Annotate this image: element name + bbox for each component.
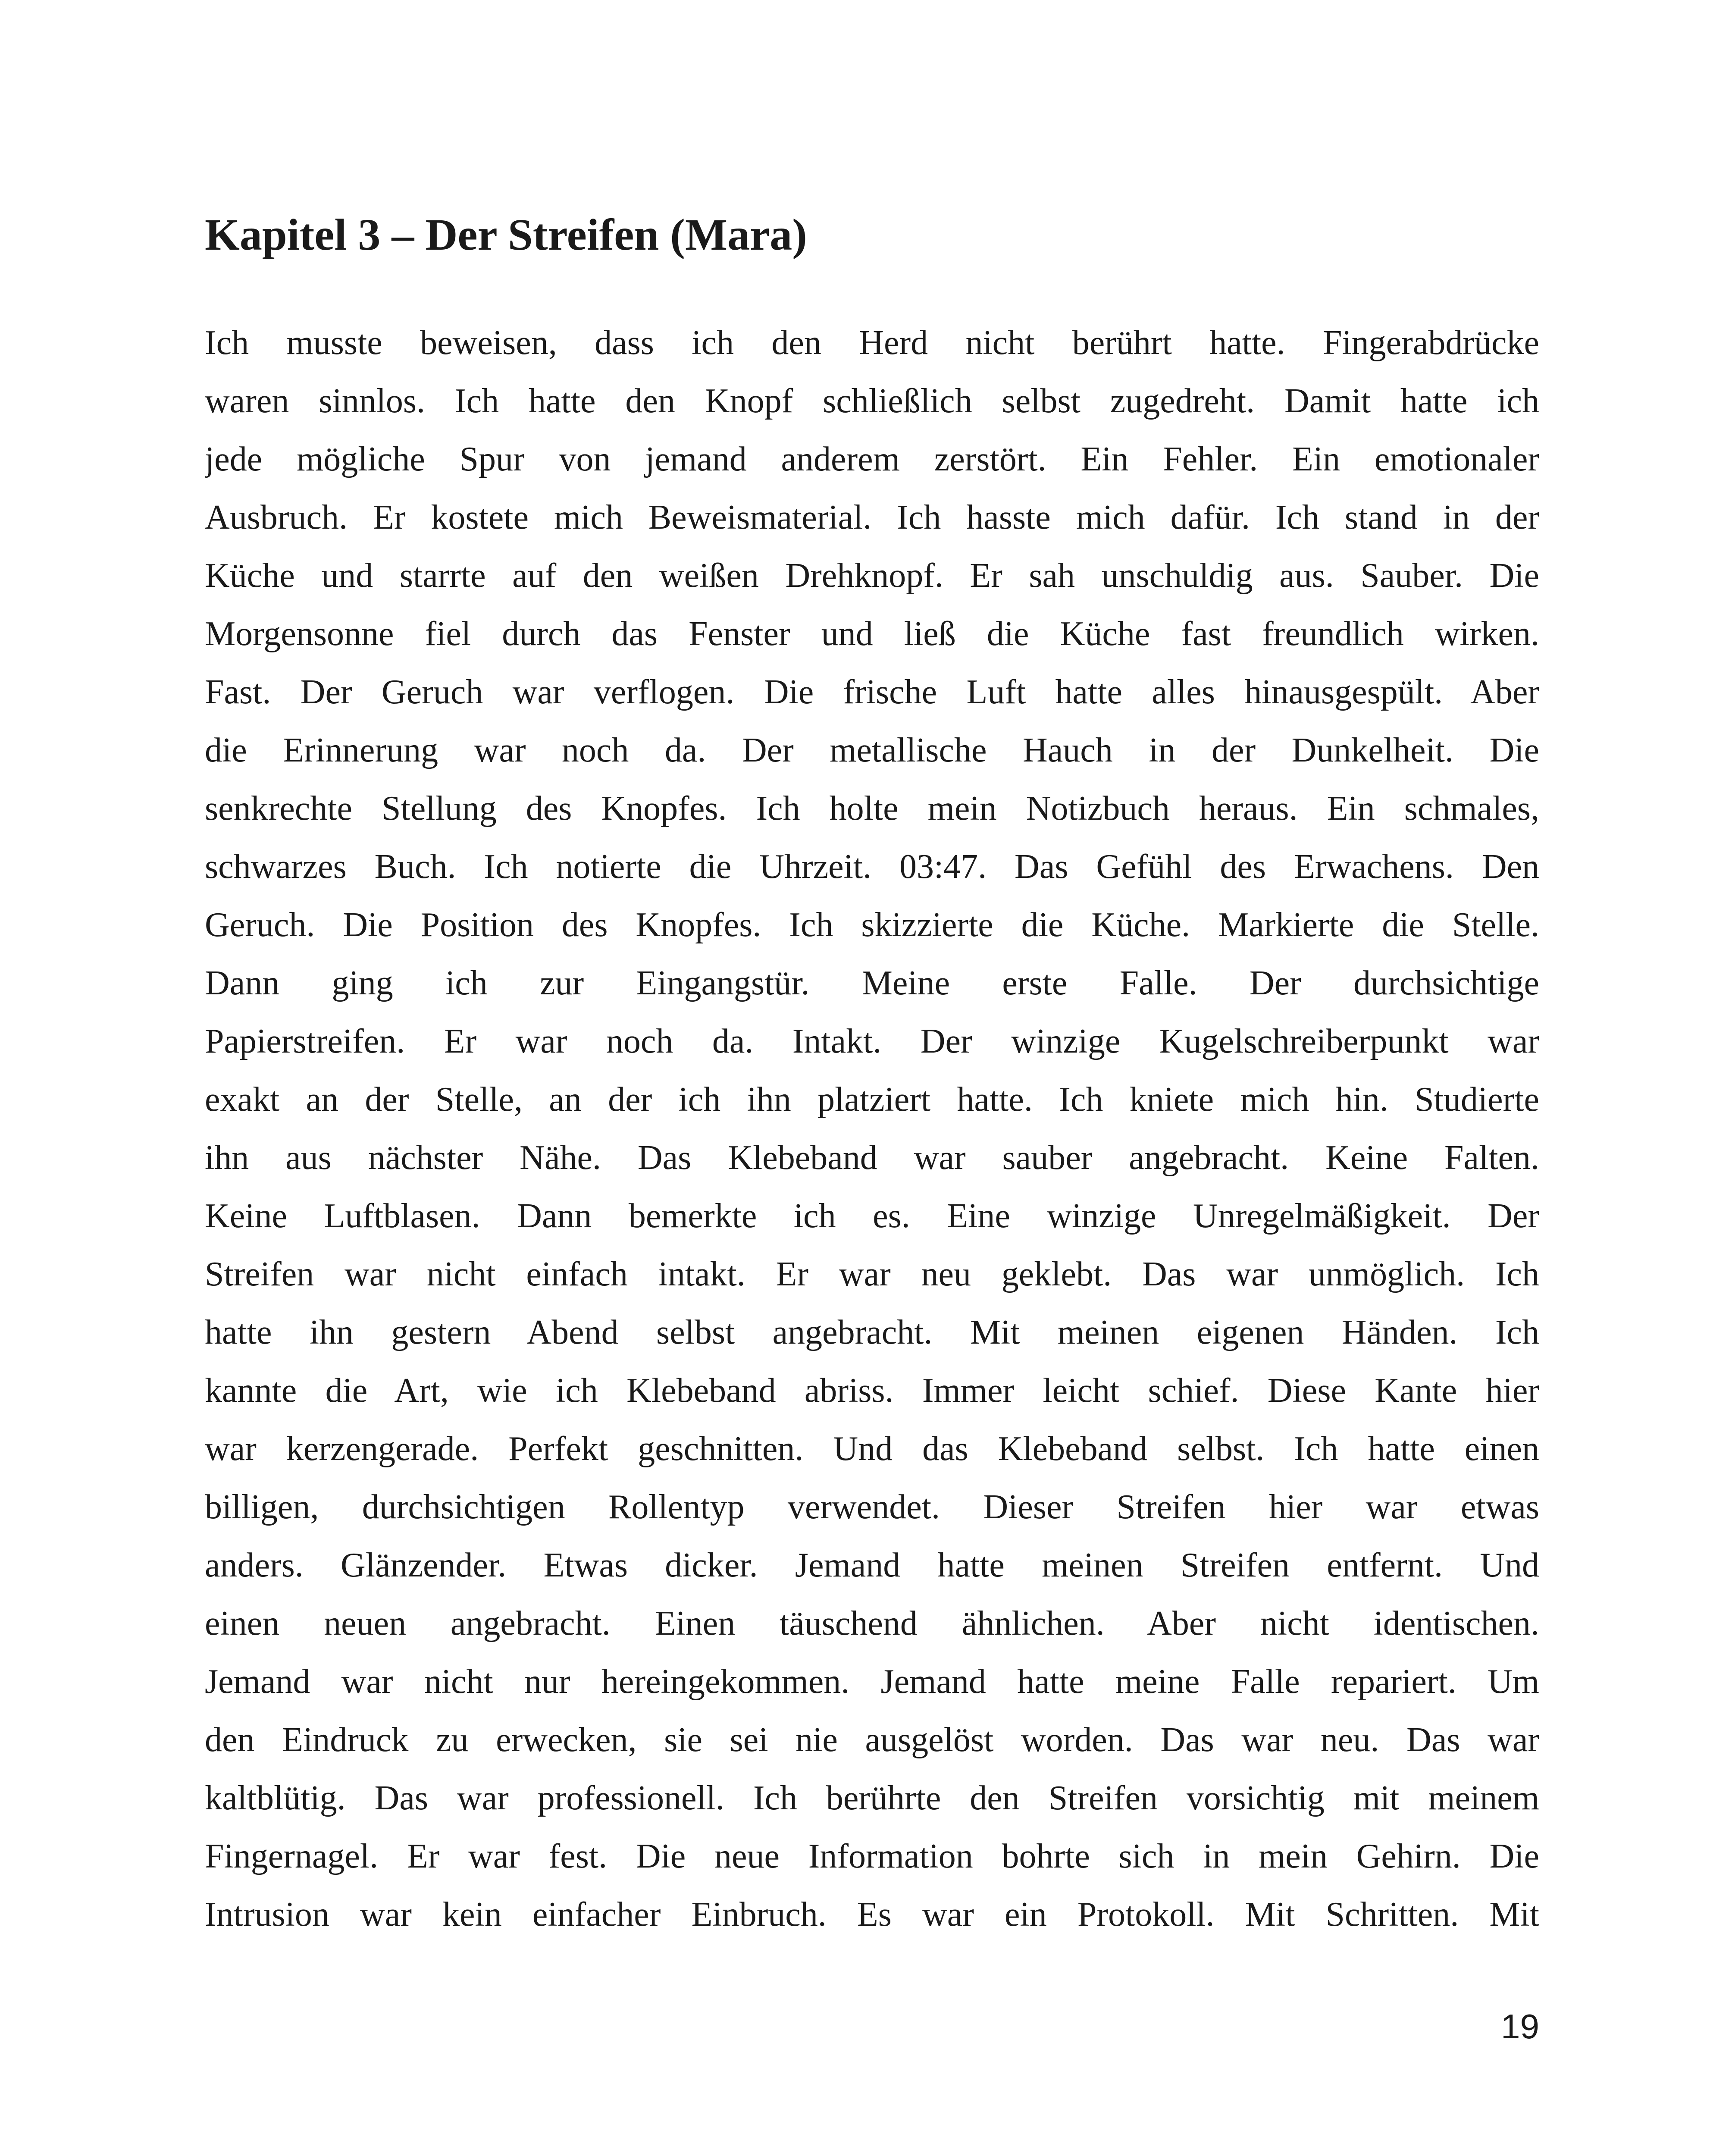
body-line: jede mögliche Spur von jemand anderem zerstört. Ein Fehler. Ein emotionaler <box>205 440 1539 478</box>
body-line: Geruch. Die Position des Knopfes. Ich skizzierte die Küche. Markierte die Stelle. <box>205 906 1539 944</box>
body-line: den Eindruck zu erwecken, sie sei nie ausgelöst worden. Das war neu. Das war <box>205 1721 1539 1759</box>
body-line: billigen, durchsichtigen Rollentyp verwendet. Dieser Streifen hier war etwas <box>205 1488 1539 1526</box>
body-line: Jemand war nicht nur hereingekommen. Jemand hatte meine Falle repariert. Um <box>205 1663 1539 1701</box>
body-line: Fingernagel. Er war fest. Die neue Information bohrte sich in mein Gehirn. Die <box>205 1837 1539 1875</box>
body-line: Ausbruch. Er kostete mich Beweismaterial. Ich hasste mich dafür. Ich stand in der <box>205 498 1539 536</box>
body-line: Keine Luftblasen. Dann bemerkte ich es. Eine winzige Unregelmäßigkeit. Der <box>205 1197 1539 1235</box>
body-text <box>205 314 1539 1996</box>
body-line: kannte die Art, wie ich Klebeband abriss. Immer leicht schief. Diese Kante hier <box>205 1372 1539 1410</box>
body-line: Papierstreifen. Er war noch da. Intakt. Der winzige Kugelschreiberpunkt war <box>205 1022 1539 1060</box>
body-line: Morgensonne fiel durch das Fenster und ließ die Küche fast freundlich wirken. <box>205 615 1539 653</box>
body-line: Dann ging ich zur Eingangstür. Meine erste Falle. Der durchsichtige <box>205 964 1539 1002</box>
body-line: die Erinnerung war noch da. Der metallische Hauch in der Dunkelheit. Die <box>205 731 1539 769</box>
body-line: Streifen war nicht einfach intakt. Er war neu geklebt. Das war unmöglich. Ich <box>205 1255 1539 1293</box>
body-line: senkrechte Stellung des Knopfes. Ich holte mein Notizbuch heraus. Ein schmales, <box>205 790 1539 827</box>
body-line: Fast. Der Geruch war verflogen. Die frische Luft hatte alles hinausgespült. Aber <box>205 673 1539 711</box>
body-line: waren sinnlos. Ich hatte den Knopf schließlich selbst zugedreht. Damit hatte ich <box>205 382 1539 420</box>
body-line: einen neuen angebracht. Einen täuschend ähnlichen. Aber nicht identischen. <box>205 1604 1539 1642</box>
body-line: Küche und starrte auf den weißen Drehknopf. Er sah unschuldig aus. Sauber. Die <box>205 557 1539 595</box>
body-line: schwarzes Buch. Ich notierte die Uhrzeit. 03:47. Das Gefühl des Erwachens. Den <box>205 848 1539 886</box>
body-line: Ich musste beweisen, dass ich den Herd nicht berührt hatte. Fingerabdrücke <box>205 324 1539 362</box>
body-line: war kerzengerade. Perfekt geschnitten. Und das Klebeband selbst. Ich hatte einen <box>205 1430 1539 1468</box>
chapter-title: Kapitel 3 – Der Streifen (Mara) <box>205 210 807 260</box>
page-number: 19 <box>1501 2007 1539 2046</box>
body-line: exakt an der Stelle, an der ich ihn platziert hatte. Ich kniete mich hin. Studierte <box>205 1081 1539 1119</box>
body-line: ihn aus nächster Nähe. Das Klebeband war sauber angebracht. Keine Falten. <box>205 1139 1539 1177</box>
body-line: anders. Glänzender. Etwas dicker. Jemand hatte meinen Streifen entfernt. Und <box>205 1546 1539 1584</box>
body-line: kaltblütig. Das war professionell. Ich berührte den Streifen vorsichtig mit meinem <box>205 1779 1539 1817</box>
body-line: hatte ihn gestern Abend selbst angebracht. Mit meinen eigenen Händen. Ich <box>205 1313 1539 1351</box>
body-line: Intrusion war kein einfacher Einbruch. Es war ein Protokoll. Mit Schritten. Mit <box>205 1896 1539 1934</box>
